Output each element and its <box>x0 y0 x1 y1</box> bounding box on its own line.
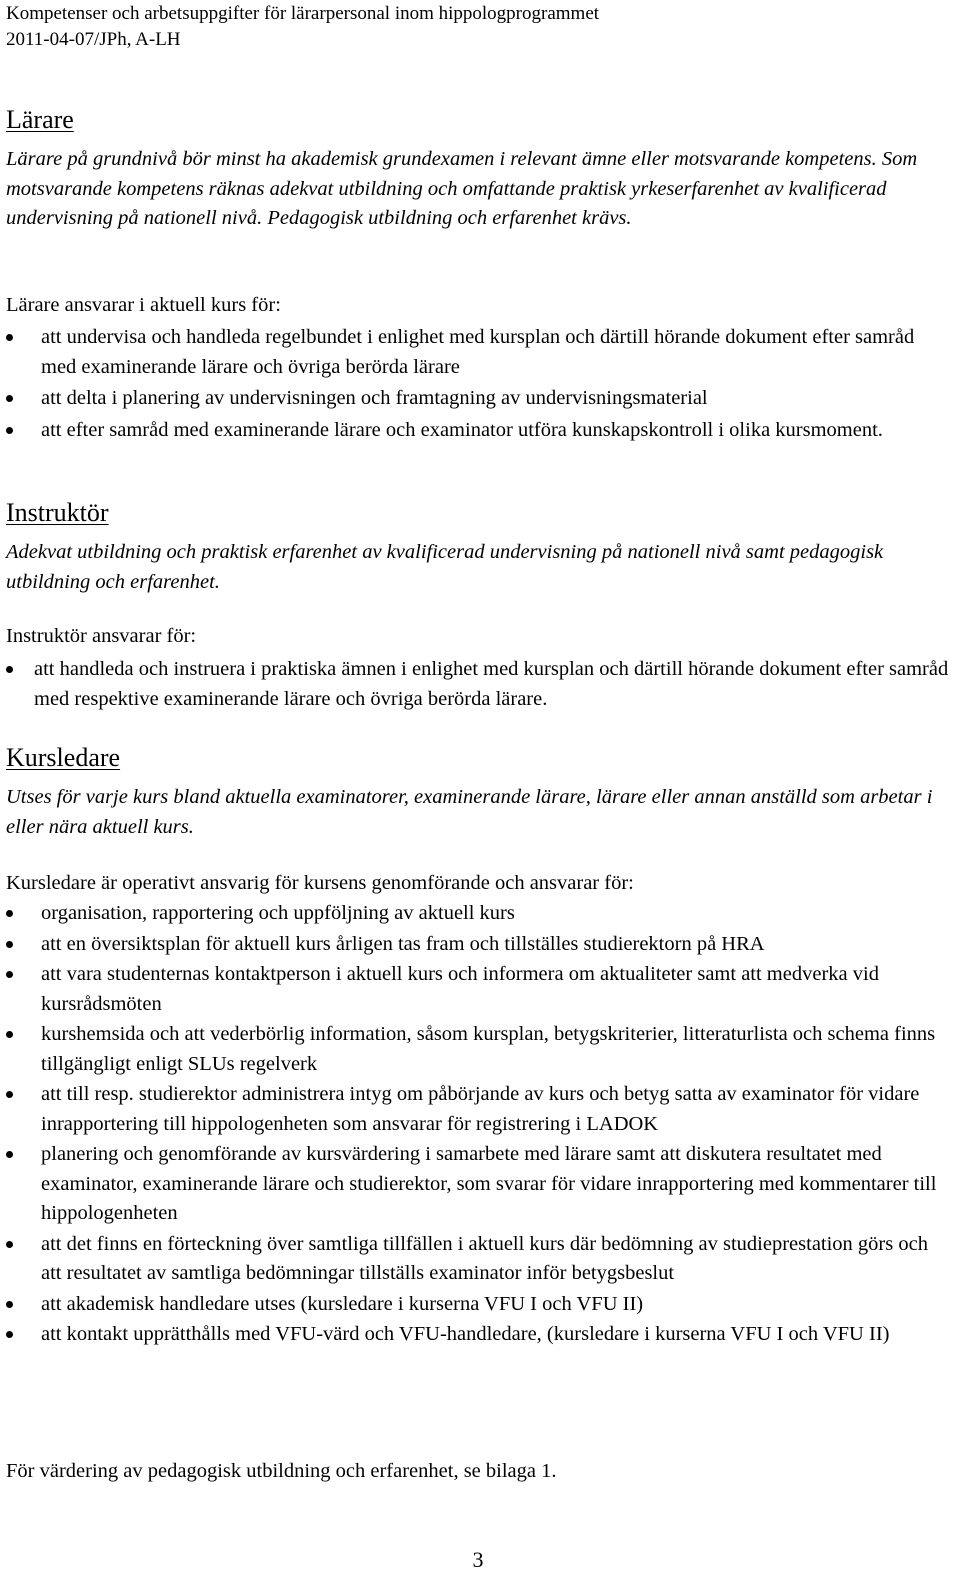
list-item: kurshemsida och att vederbörlig information, såsom kursplan, betygskriterier, litteraturlista och schema finns tillgängligt enligt SLUs regelverk <box>6 1020 950 1079</box>
list-item: att handleda och instruera i praktiska ämnen i enlighet med kursplan och därtill hörande dokument efter samråd med respektive examinerande lärare och övriga berörda lärare. <box>6 655 950 714</box>
larare-heading: Lärare <box>6 105 74 134</box>
kursledare-responsibility-list <box>6 899 950 1350</box>
list-item: att det finns en förteckning över samtliga tillfällen i aktuell kurs där bedömning av studieprestation görs och att resultatet av samtliga bedömningar tillställs examinator inför betygsbeslut <box>6 1230 950 1289</box>
bullet-icon <box>6 910 13 917</box>
bullet-icon <box>6 334 13 341</box>
kursledare-section <box>6 742 950 774</box>
kursledare-description: Utses för varje kurs bland aktuella examinatorer, examinerande lärare, lärare eller annan anställd som arbetar i eller nära aktuell kurs. <box>6 786 933 838</box>
larare-responsibility-intro: Lärare ansvarar i aktuell kurs för: <box>6 294 281 316</box>
kursledare-heading: Kursledare <box>6 743 121 772</box>
list-item: att till resp. studierektor administrera intyg om påbörjande av kurs och betyg satta av examinator för vidare inrapportering till hippologenheten som ansvarar för registrering i LADOK <box>6 1080 950 1139</box>
list-item: att efter samråd med examinerande lärare och examinator utföra kunskapskontroll i olika kursmoment. <box>6 416 950 446</box>
list-item: att en översiktsplan för aktuell kurs årligen tas fram och tillställes studierektorn på HRA <box>6 930 950 960</box>
list-item: att delta i planering av undervisningen och framtagning av undervisningsmaterial <box>6 384 950 414</box>
larare-responsibility-list <box>6 323 950 445</box>
larare-description: Lärare på grundnivå bör minst ha akademisk grundexamen i relevant ämne eller motsvarande kompetens. Som motsvarande kompetens räknas adekvat utbildning och omfattande praktisk yrkeserfarenhet av kvalificerad undervisning på nationell nivå. Pedagogisk utbildning och erfarenhet krävs. <box>6 148 918 229</box>
bullet-icon <box>6 1301 13 1308</box>
list-item: planering och genomförande av kursvärdering i samarbete med lärare samt att diskutera resultatet med examinator, examinerande lärare och studierektor, som svarar för vidare inrapportering med kommentarer till hippologenheten <box>6 1140 950 1229</box>
bullet-icon <box>6 1091 13 1098</box>
instruktor-responsibility-list <box>6 655 950 714</box>
page-number: 3 <box>472 1547 484 1572</box>
bullet-icon <box>6 427 13 434</box>
bullet-icon <box>6 941 13 948</box>
instruktor-heading: Instruktör <box>6 498 109 527</box>
list-item: organisation, rapportering och uppföljning av aktuell kurs <box>6 899 950 929</box>
bullet-icon <box>6 395 13 402</box>
bullet-icon <box>6 1331 13 1338</box>
larare-section <box>6 104 950 136</box>
instruktor-responsibility-intro: Instruktör ansvarar för: <box>6 625 197 647</box>
bullet-icon <box>6 666 13 673</box>
instruktor-section <box>6 497 950 529</box>
bullet-icon <box>6 1151 13 1158</box>
document-header-date: 2011-04-07/JPh, A-LH <box>6 29 181 50</box>
footer-note: För värdering av pedagogisk utbildning och erfarenhet, se bilaga 1. <box>6 1460 557 1482</box>
document-header-title: Kompetenser och arbetsuppgifter för lärarpersonal inom hippologprogrammet <box>6 3 600 24</box>
bullet-icon <box>6 1031 13 1038</box>
list-item: att undervisa och handleda regelbundet i enlighet med kursplan och därtill hörande dokument efter samråd med examinerande lärare och övriga berörda lärare <box>6 323 950 382</box>
kursledare-responsibility-intro: Kursledare är operativt ansvarig för kursens genomförande och ansvarar för: <box>6 872 634 894</box>
list-item: att akademisk handledare utses (kursledare i kurserna VFU I och VFU II) <box>6 1290 950 1320</box>
bullet-icon <box>6 971 13 978</box>
list-item: att kontakt upprätthålls med VFU-värd och VFU-handledare, (kursledare i kurserna VFU I och VFU II) <box>6 1320 950 1350</box>
instruktor-description: Adekvat utbildning och praktisk erfarenhet av kvalificerad undervisning på nationell nivå samt pedagogisk utbildning och erfarenhet. <box>6 541 884 593</box>
bullet-icon <box>6 1241 13 1248</box>
list-item: att vara studenternas kontaktperson i aktuell kurs och informera om aktualiteter samt att medverka vid kursrådsmöten <box>6 960 950 1019</box>
